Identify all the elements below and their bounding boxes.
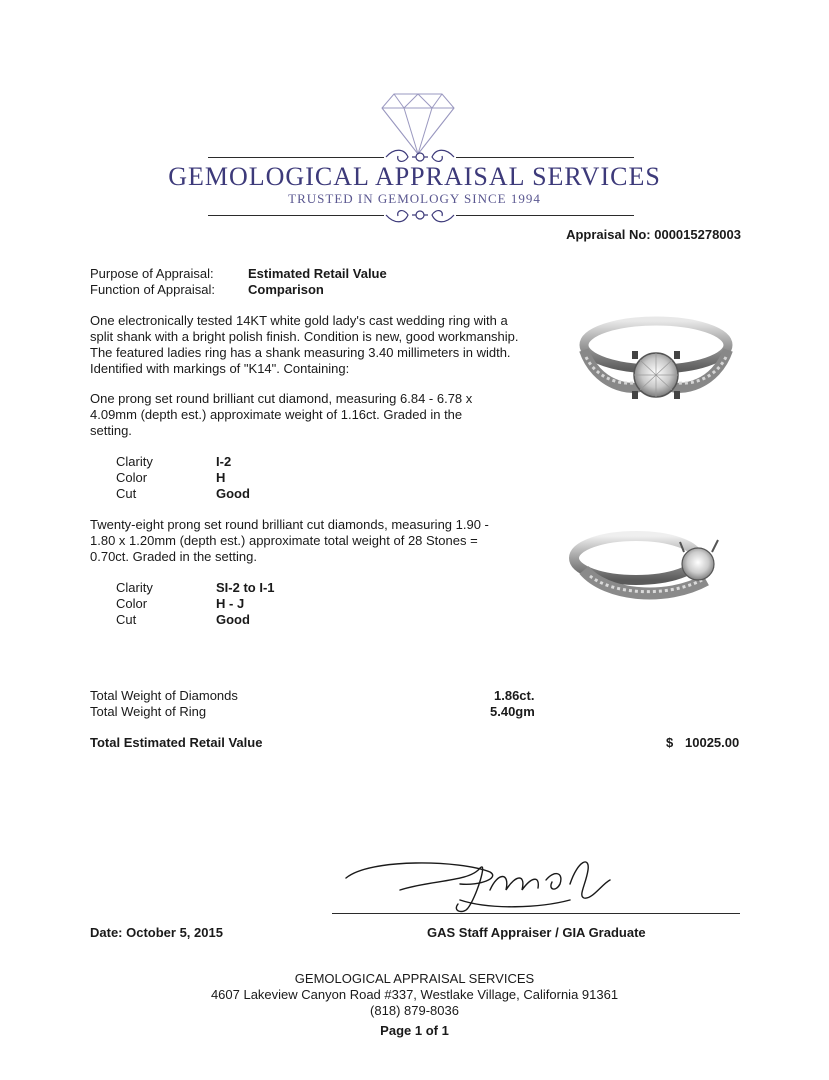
brand-title: GEMOLOGICAL APPRAISAL SERVICES <box>168 162 661 191</box>
grade-value: Good <box>216 486 250 501</box>
side-stones-grades <box>116 580 275 628</box>
grade-row <box>116 580 275 596</box>
ornament-bottom-icon <box>384 204 456 226</box>
center-stone-grades <box>116 454 250 502</box>
grade-label: Clarity <box>116 454 153 469</box>
grade-label: Color <box>116 596 148 611</box>
total-diamonds-value: 1.86ct. <box>494 688 535 703</box>
footer-company: GEMOLOGICAL APPRAISAL SERVICES <box>294 971 535 986</box>
function-label: Function of Appraisal: <box>90 282 216 297</box>
description-paragraph-3: Twenty-eight prong set round brilliant cut diamonds, measuring 1.90 - 1.80 x 1.20mm (depth est.) approximate total weight of 28 Stones = 0.70ct. Graded in the setting. <box>90 517 489 564</box>
header-bottom-rule <box>208 215 384 216</box>
description-paragraph-1: One electronically tested 14KT white gold lady's cast wedding ring with a split shank with a bright polish finish. Condition is new, good workmanship. The featured ladies ring has a shank measuring 3.40 millimeters in width. Identified with markings of "K14". Containing: <box>90 313 519 376</box>
grade-value: H - J <box>216 596 245 611</box>
header-top-rule-right <box>456 157 634 158</box>
page-number: Page 1 of 1 <box>380 1023 449 1038</box>
grade-label: Cut <box>116 486 137 501</box>
brand-tagline: TRUSTED IN GEMOLOGY SINCE 1994 <box>288 191 541 206</box>
description-paragraph-2: One prong set round brilliant cut diamond, measuring 6.84 - 6.78 x 4.09mm (depth est.) approximate weight of 1.16ct. Graded in the setting. <box>90 391 473 438</box>
signature-image <box>340 850 630 920</box>
grade-row <box>116 612 275 628</box>
ring-photo-front <box>576 305 736 415</box>
total-retail-value: 10025.00 <box>685 735 740 750</box>
signature-line <box>332 913 740 914</box>
total-retail-label: Total Estimated Retail Value <box>90 735 263 750</box>
purpose-value: Estimated Retail Value <box>248 266 387 281</box>
appraisal-number <box>566 227 741 243</box>
total-ring-label: Total Weight of Ring <box>90 704 207 719</box>
purpose-label: Purpose of Appraisal: <box>90 266 214 281</box>
footer-address: 4607 Lakeview Canyon Road #337, Westlake Village, California 91361 <box>210 987 619 1002</box>
total-diamonds-label: Total Weight of Diamonds <box>90 688 238 703</box>
ring-photo-side <box>566 522 734 612</box>
grade-row <box>116 470 250 486</box>
total-ring-value: 5.40gm <box>490 704 535 719</box>
grade-value: H <box>216 470 226 485</box>
grade-value: I-2 <box>216 454 232 469</box>
appraisal-number-label: Appraisal No: <box>566 227 651 242</box>
header-top-rule <box>208 157 384 158</box>
grade-label: Clarity <box>116 580 153 595</box>
grade-row <box>116 596 275 612</box>
appraisal-number-value: 000015278003 <box>654 227 741 242</box>
appraisal-date: Date: October 5, 2015 <box>90 925 223 940</box>
grade-value: Good <box>216 612 250 627</box>
grade-label: Cut <box>116 612 137 627</box>
footer-phone: (818) 879-8036 <box>370 1003 459 1018</box>
grade-row <box>116 454 250 470</box>
grade-label: Color <box>116 470 148 485</box>
header-bottom-rule-right <box>456 215 634 216</box>
signer-title: GAS Staff Appraiser / GIA Graduate <box>427 925 646 940</box>
grade-row <box>116 486 250 502</box>
function-value: Comparison <box>248 282 324 297</box>
grade-value: SI-2 to I-1 <box>216 580 275 595</box>
total-retail-currency: $ <box>666 735 674 750</box>
